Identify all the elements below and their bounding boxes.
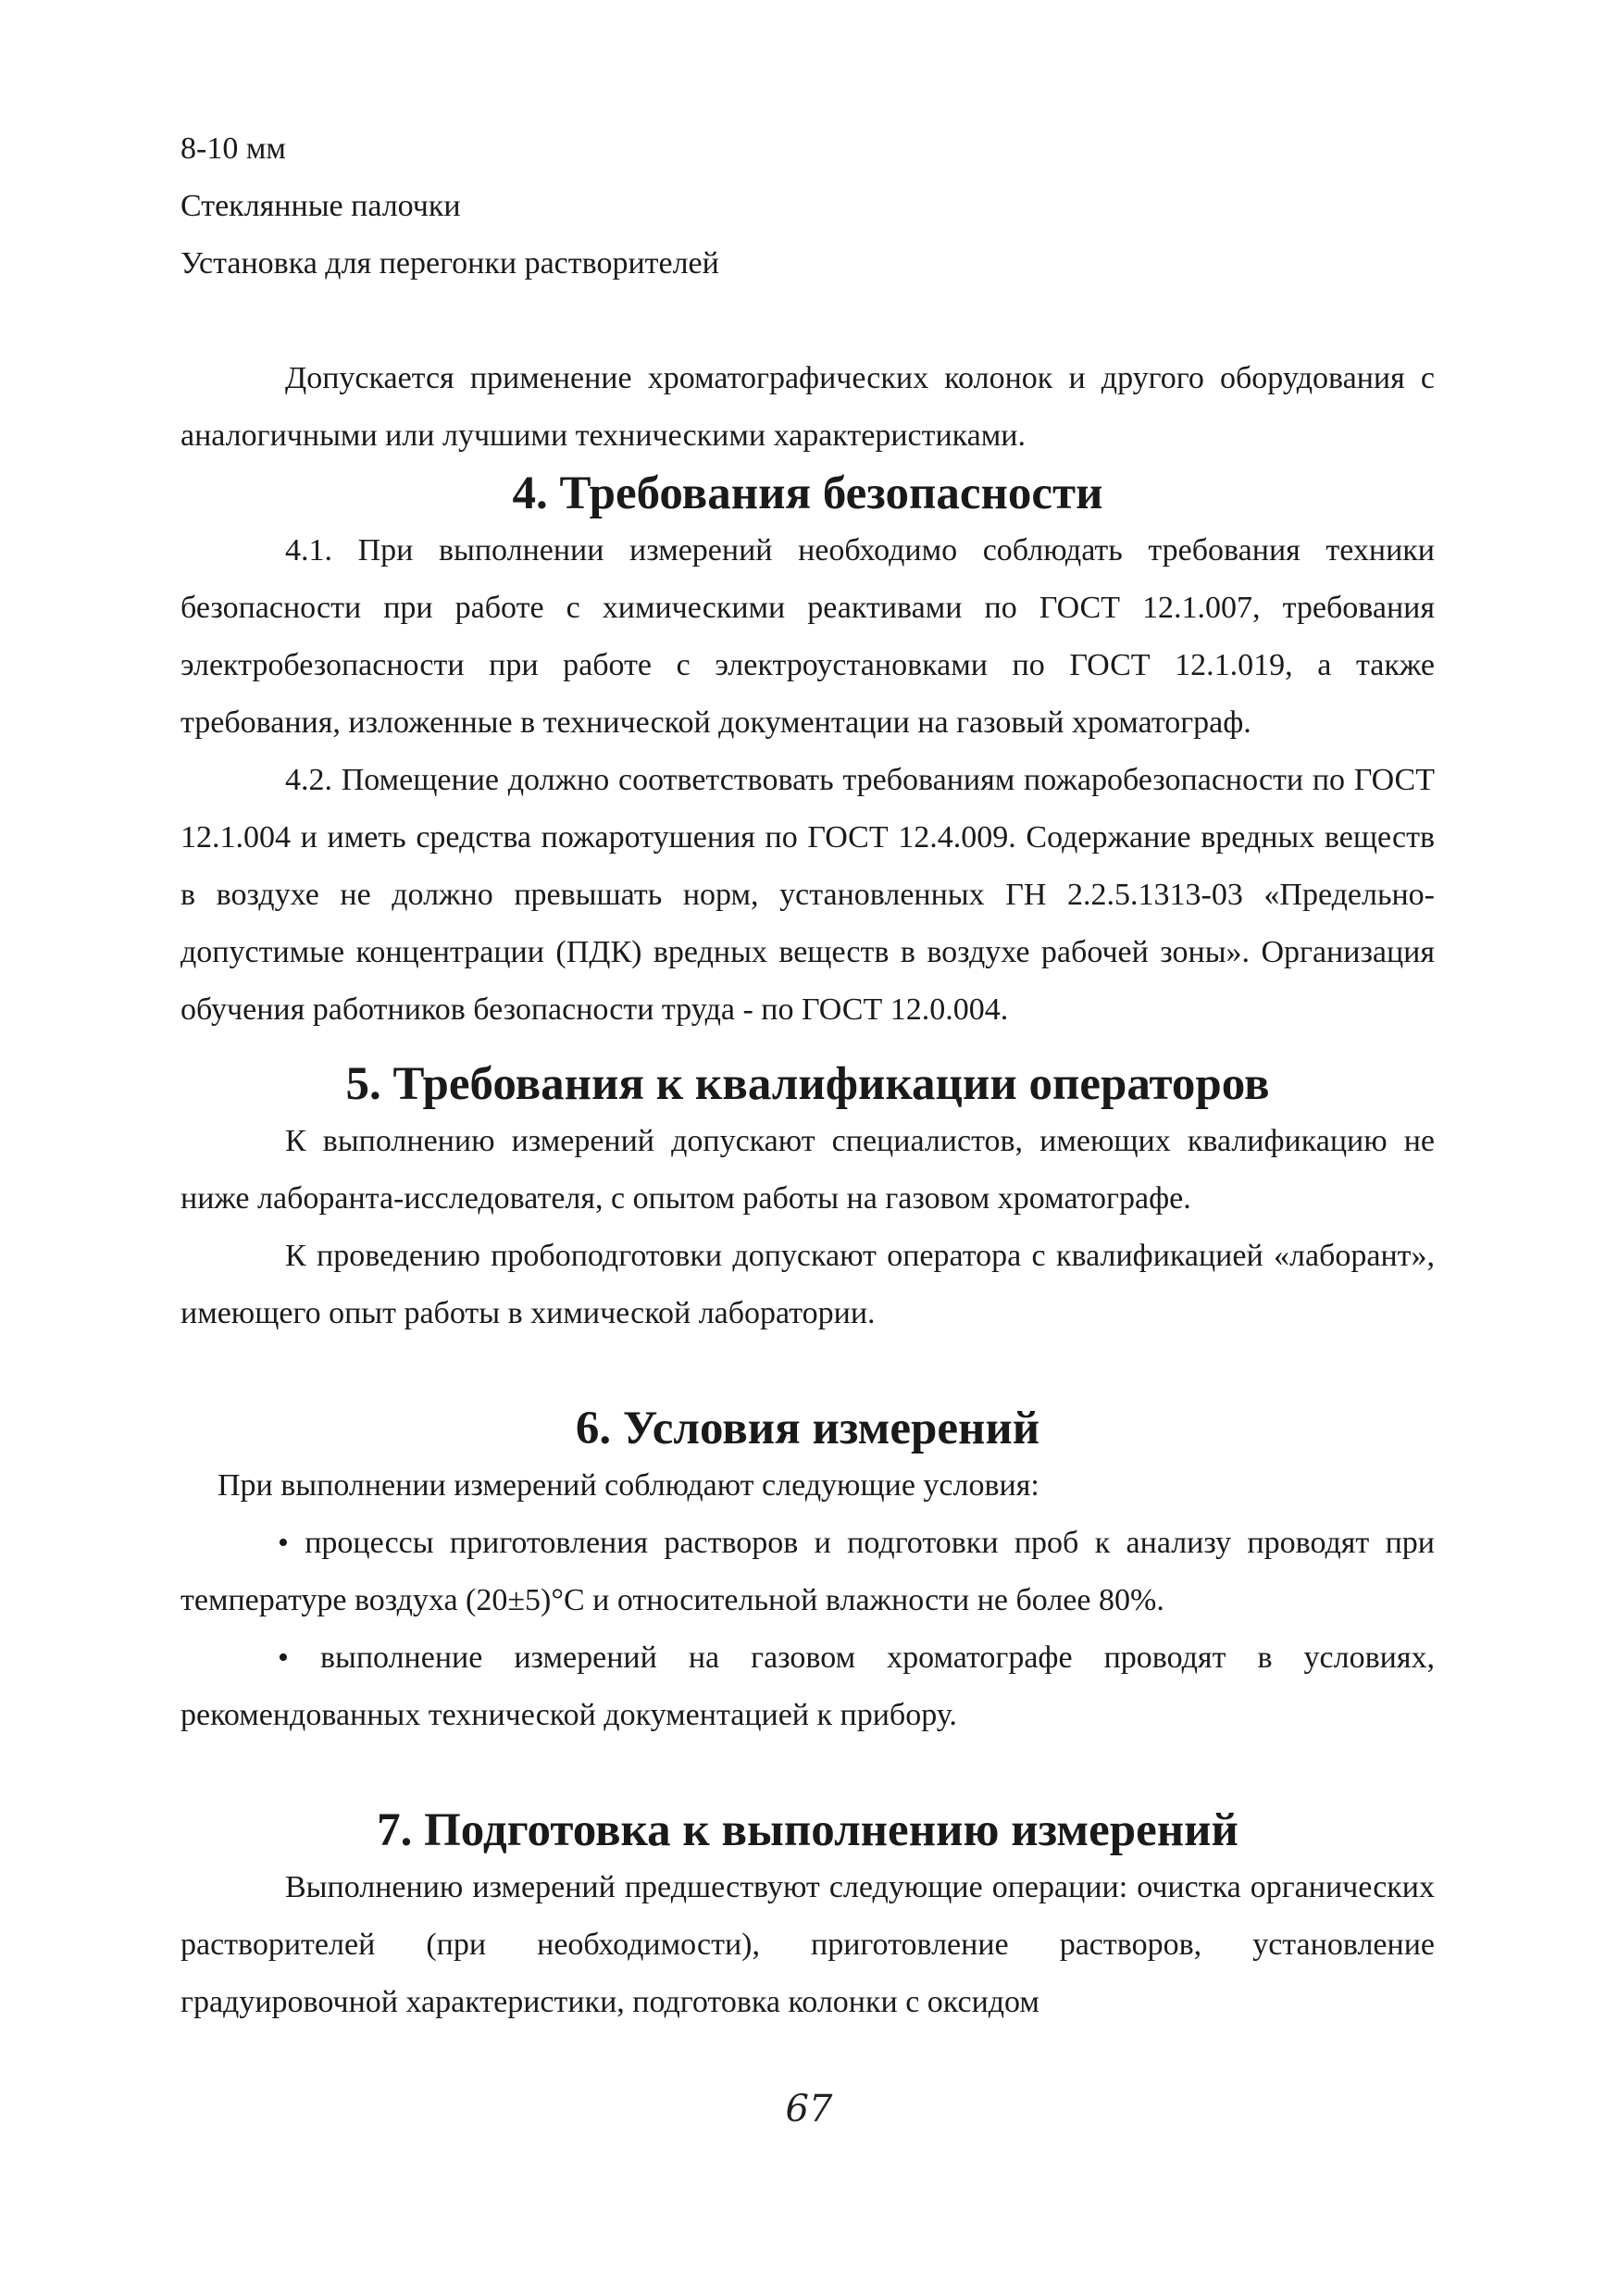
section-5-title: 5. Требования к квалификации операторов [345, 1058, 1270, 1110]
list-item: 8-10 мм [180, 131, 286, 166]
section-4-title: 4. Требования безопасности [512, 468, 1103, 519]
section-4-paragraph-2: 4.2. Помещение должно соответствовать требованиям пожаробезопасности по ГОСТ 12.1.004 и иметь средства пожаротушения по ГОСТ 12.4.009. Содержание вредных веществ в воздухе не должно превышать норм, установленных ГН 2.2.5.1313-03 «Предельно-допустимые концентрации (ПДК) вредных веществ в воздухе рабочей зоны». Организация обучения работников безопасности труда - по ГОСТ 12.0.004. [180, 763, 1435, 1027]
spacer [180, 1342, 1435, 1400]
list-item: Установка для перегонки растворителей [180, 246, 719, 281]
section-7-paragraph-1: Выполнению измерений предшествуют следующие операции: очистка органических растворителей (при необходимости), приготовление растворов, установление градуировочной характеристики, подготовка колонки с оксидом [180, 1870, 1435, 2019]
section-5-paragraph-2: К проведению пробоподготовки допускают оператора с квалификацией «лаборант», имеющего опыт работы в химической лаборатории. [180, 1239, 1435, 1330]
page-number: 67 [785, 2088, 833, 2130]
section-5-paragraph-1: К выполнению измерений допускают специалистов, имеющих квалификацию не ниже лаборанта-исследователя, с опытом работы на газовом хроматографе. [180, 1124, 1435, 1216]
section-7-title: 7. Подготовка к выполнению измерений [377, 1804, 1238, 1856]
section-6-bullet-2: • выполнение измерений на газовом хроматографе проводят в условиях, рекомендованных технической документацией к прибору. [180, 1641, 1435, 1732]
section-6-title: 6. Условия измерений [575, 1403, 1040, 1454]
spacer [180, 1744, 1435, 1802]
intro-paragraph: Допускается применение хроматографических колонок и другого оборудования с аналогичными или лучшими техническими характеристиками. [180, 361, 1435, 453]
list-item: Стеклянные палочки [180, 189, 461, 223]
document-page [180, 120, 1435, 2031]
section-4-paragraph-1: 4.1. При выполнении измерений необходимо соблюдать требования техники безопасности при работе с химическими реактивами по ГОСТ 12.1.007, требования электробезопасности при работе с электроустановками по ГОСТ 12.1.019, а также требования, изложенные в технической документации на газовый хроматограф. [180, 533, 1435, 740]
spacer [180, 1039, 1435, 1055]
spacer [180, 293, 1435, 350]
section-6-bullet-1: • процессы приготовления растворов и подготовки проб к анализу проводят при температуре воздуха (20±5)°С и относительной влажности не более 80%. [180, 1526, 1435, 1617]
section-6-intro: При выполнении измерений соблюдают следующие условия: [218, 1468, 1039, 1503]
